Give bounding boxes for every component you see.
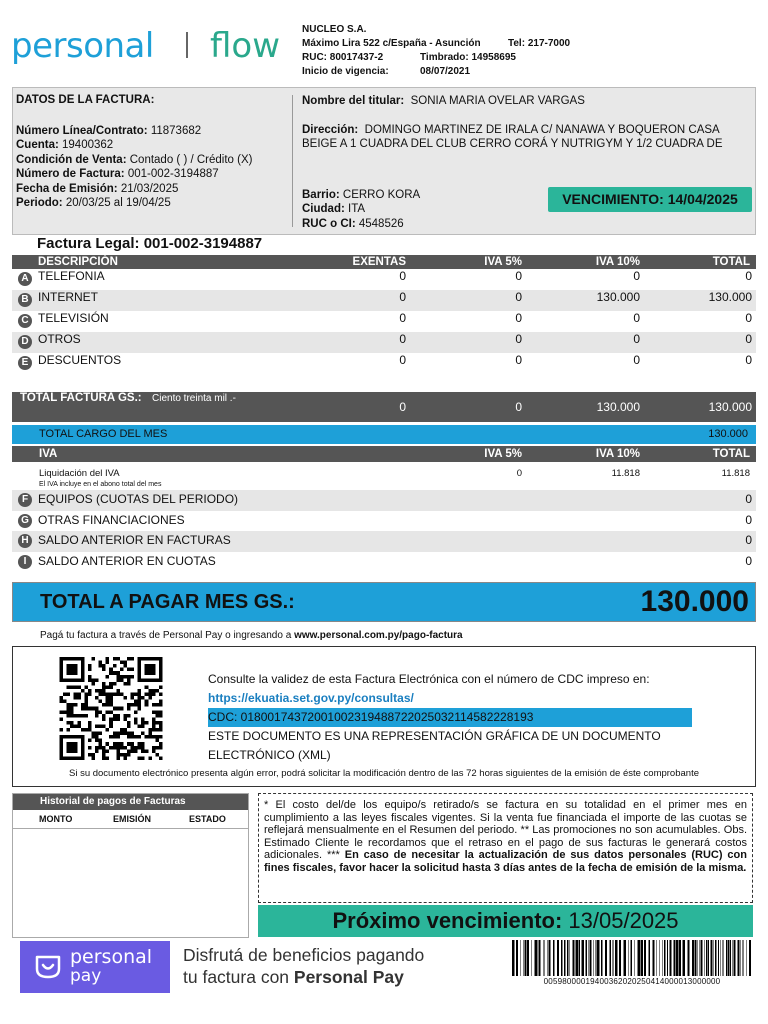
cargo-row	[12, 425, 756, 444]
personal-pay-icon	[34, 954, 62, 980]
row-iva5: 0	[515, 332, 522, 346]
row-total: 0	[745, 332, 752, 346]
row-description: OTROS	[38, 332, 81, 346]
notes-bold: En caso de necesitar la actualización de sus datos personales (RUC) con fines fiscales, favor hacer la solicitud hasta 3 días antes de la fecha de emisión de la misma.	[264, 849, 747, 874]
cdc-info	[208, 670, 738, 765]
total-factura-words: Ciento treinta mil .-	[152, 393, 236, 404]
row-description: OTRAS FINANCIACIONES	[38, 512, 185, 527]
flow-logo: flow	[210, 26, 281, 66]
linea-value: 11873682	[150, 124, 202, 137]
table-header	[12, 255, 756, 269]
promo-brand: Personal Pay	[293, 967, 404, 987]
row-badge: D	[18, 335, 32, 349]
col-iva5: IVA 5%	[484, 256, 522, 268]
cdc-number: CDC: 01800174372001002319488722025032114582228193	[208, 708, 692, 727]
info-divider	[292, 95, 293, 227]
barcode-number: 00598000019400362020250414000013000000	[543, 977, 721, 986]
factura-legal: Factura Legal: 001-002-3194887	[37, 235, 263, 252]
cargo-label: TOTAL CARGO DEL MES	[39, 428, 168, 440]
ruc-value: 4548526	[358, 217, 404, 230]
error-notice: Si su documento electrónico presenta algún error, podrá solicitar la modificación dentro de las 72 horas siguientes de la emisión de éste comprobante	[68, 768, 699, 779]
row-total: 0	[745, 353, 752, 367]
ruc-label: RUC o CI:	[302, 217, 356, 230]
col-descripcion: DESCRIPCIÓN	[38, 256, 118, 268]
iva-col-total: TOTAL	[712, 448, 750, 460]
direccion-label: Dirección:	[302, 123, 359, 136]
numero-label: Número de Factura:	[16, 168, 125, 180]
row-exentas: 0	[399, 353, 406, 367]
liquidacion-note: El IVA incluye en el abono total del mes	[39, 481, 162, 488]
company-address: Máximo Lira 522 c/España - Asunción	[302, 38, 481, 49]
total-pagar-label: TOTAL A PAGAR MES GS.:	[40, 591, 295, 613]
iva-col-10: IVA 10%	[595, 448, 640, 460]
row-description: DESCUENTOS	[38, 353, 122, 367]
charges-table	[12, 255, 756, 572]
table-row	[12, 311, 756, 332]
row-badge: F	[18, 493, 32, 507]
company-info	[302, 23, 570, 79]
row-description: SALDO ANTERIOR EN CUOTAS	[38, 553, 216, 568]
row-description: INTERNET	[38, 290, 98, 304]
total-factura-row	[12, 392, 756, 422]
row-value: 0	[745, 533, 752, 547]
ciudad-value: ITA	[348, 203, 366, 215]
numero-value: 001-002-3194887	[127, 168, 219, 180]
iva-col-label: IVA	[39, 448, 58, 460]
history-title: Historial de pagos de Facturas	[13, 794, 248, 810]
row-iva5: 0	[515, 353, 522, 367]
col-total: TOTAL	[712, 256, 750, 268]
row-value: 0	[745, 512, 752, 527]
table-spacer	[12, 374, 756, 392]
iva-header	[12, 446, 756, 462]
row-total: 130.000	[708, 290, 752, 304]
qr-code[interactable]	[57, 657, 165, 760]
payment-history	[12, 793, 249, 938]
extra-row	[12, 490, 756, 511]
history-col-estado: ESTADO	[189, 814, 226, 824]
iva-col-5: IVA 5%	[484, 448, 522, 460]
row-badge: E	[18, 356, 32, 370]
table-row	[12, 290, 756, 311]
direccion-value-1: DOMINGO MARTINEZ DE IRALA C/ NANAWA Y BOQUERON CASA	[364, 123, 720, 136]
history-col-emision: EMISIÓN	[113, 814, 152, 824]
vencimiento-badge: VENCIMIENTO: 14/04/2025	[548, 187, 752, 212]
personal-pay-promo	[183, 944, 424, 988]
row-iva10: 0	[633, 311, 640, 325]
row-badge: G	[18, 514, 32, 528]
total-factura-label: TOTAL FACTURA GS.:	[20, 392, 142, 404]
history-col-monto: MONTO	[39, 814, 73, 824]
personal-pay-text-2: pay	[70, 966, 102, 986]
cuenta-label: Cuenta:	[16, 139, 59, 151]
personal-pay-text-1: personal	[70, 946, 153, 968]
row-exentas: 0	[399, 332, 406, 346]
company-tel: Tel: 217-7000	[508, 38, 571, 49]
notes-text: * El costo del/de los equipo/s retirado/s se factura en su totalidad en el primer mes en cumplimiento a las leyes fiscales vigentes. Si la venta fue financiada el importe de las cuotas se reflejará mensualmente en el Resumen del periodo. ** Las promociones no son acumulables. Obs. Estimado Cliente le recordamos que el retraso en el pago de sus facturas le generará costos adicionales. ***	[264, 799, 747, 862]
liquidacion-iva10: 11.818	[611, 468, 640, 479]
barrio-label: Barrio:	[302, 188, 340, 201]
row-iva5: 0	[515, 311, 522, 325]
linea-label: Número Línea/Contrato:	[16, 124, 148, 137]
row-iva10: 0	[633, 269, 640, 283]
payment-text: Pagá tu factura a través de Personal Pay o ingresando a	[40, 630, 295, 641]
promo-line-1: Disfrutá de beneficios pagando	[183, 945, 425, 965]
ekuatia-link[interactable]: https://ekuatia.set.gov.py/consultas/	[208, 691, 414, 705]
col-exentas: EXENTAS	[352, 256, 406, 268]
table-row	[12, 269, 756, 290]
total-pagar-value: 130.000	[640, 585, 749, 618]
table-row	[12, 353, 756, 374]
row-description: SALDO ANTERIOR EN FACTURAS	[38, 533, 231, 547]
row-description: EQUIPOS (CUOTAS DEL PERIODO)	[38, 492, 239, 506]
history-header	[13, 810, 248, 829]
row-badge: H	[18, 534, 32, 548]
inicio-label: Inicio de vigencia:	[302, 66, 389, 77]
nombre-value: SONIA MARIA OVELAR VARGAS	[410, 95, 585, 107]
nombre-label: Nombre del titular:	[302, 95, 405, 107]
row-iva5: 0	[515, 269, 522, 283]
promo-line-2: tu factura con	[183, 967, 294, 987]
total-factura-exentas: 0	[399, 400, 406, 414]
liquidacion-row	[12, 462, 756, 490]
proximo-label: Próximo vencimiento:	[332, 908, 563, 933]
row-value: 0	[745, 492, 752, 506]
row-iva10: 0	[633, 353, 640, 367]
inicio-value: 08/07/2021	[420, 66, 471, 77]
row-exentas: 0	[399, 290, 406, 304]
emision-label: Fecha de Emisión:	[16, 182, 118, 195]
row-total: 0	[745, 311, 752, 325]
payment-link[interactable]: www.personal.com.py/pago-factura	[294, 630, 463, 641]
row-total: 0	[745, 269, 752, 283]
total-factura-total: 130.000	[708, 400, 752, 414]
consulte-text: Consulte la validez de esta Factura Electrónica con el número de CDC impreso en:	[208, 672, 650, 686]
col-iva10: IVA 10%	[595, 256, 640, 268]
row-badge: A	[18, 272, 32, 286]
total-pagar-bar	[12, 582, 756, 622]
periodo-value: 20/03/25 al 19/04/25	[65, 197, 171, 209]
liquidacion-total: 11.818	[721, 468, 750, 479]
row-description: TELEFONIA	[38, 269, 105, 283]
barcode	[512, 940, 752, 976]
proximo-value: 13/05/2025	[568, 908, 679, 933]
company-ruc: RUC: 80017437-2	[302, 52, 384, 63]
row-exentas: 0	[399, 269, 406, 283]
condicion-label: Condición de Venta:	[16, 153, 127, 166]
invoice-section-title: DATOS DE LA FACTURA:	[16, 94, 155, 106]
direccion-value-2: BEIGE A 1 CUADRA DEL CLUB CERRO CORÁ Y NUTRIGYM Y 1/2 CUADRA DE	[302, 138, 723, 150]
invoice-details	[16, 93, 252, 211]
cuenta-value: 19400362	[62, 139, 114, 151]
proximo-vencimiento	[258, 905, 753, 937]
cargo-value: 130.000	[708, 428, 748, 440]
company-timbrado: Timbrado: 14958695	[420, 52, 516, 63]
logo-divider	[186, 32, 188, 58]
row-value: 0	[745, 553, 752, 568]
row-badge: C	[18, 314, 32, 328]
legal-notes	[258, 793, 753, 903]
row-iva5: 0	[515, 290, 522, 304]
total-factura-iva10: 130.000	[596, 400, 640, 414]
periodo-label: Periodo:	[16, 197, 63, 209]
liquidacion-label: Liquidación del IVA	[39, 468, 120, 479]
extra-row	[12, 511, 756, 532]
row-badge: B	[18, 293, 32, 307]
personal-logo: personal	[11, 26, 154, 66]
extra-row	[12, 552, 756, 573]
table-row	[12, 332, 756, 353]
personal-pay-logo	[20, 941, 170, 993]
company-name: NUCLEO S.A.	[302, 24, 367, 35]
row-badge: I	[18, 555, 32, 569]
condicion-value: Contado ( ) / Crédito (X)	[129, 153, 253, 166]
payment-instructions	[40, 630, 463, 641]
row-description: TELEVISIÓN	[38, 311, 109, 325]
row-iva10: 130.000	[596, 290, 640, 304]
extra-row	[12, 531, 756, 552]
row-exentas: 0	[399, 311, 406, 325]
ciudad-label: Ciudad:	[302, 203, 345, 215]
emision-value: 21/03/2025	[120, 182, 179, 195]
xml-notice: ESTE DOCUMENTO ES UNA REPRESENTACIÓN GRÁFICA DE UN DOCUMENTO ELECTRÓNICO (XML)	[208, 729, 661, 762]
barrio-value: CERRO KORA	[342, 188, 421, 201]
total-factura-iva5: 0	[515, 400, 522, 414]
liquidacion-iva5: 0	[516, 468, 522, 479]
row-iva10: 0	[633, 332, 640, 346]
